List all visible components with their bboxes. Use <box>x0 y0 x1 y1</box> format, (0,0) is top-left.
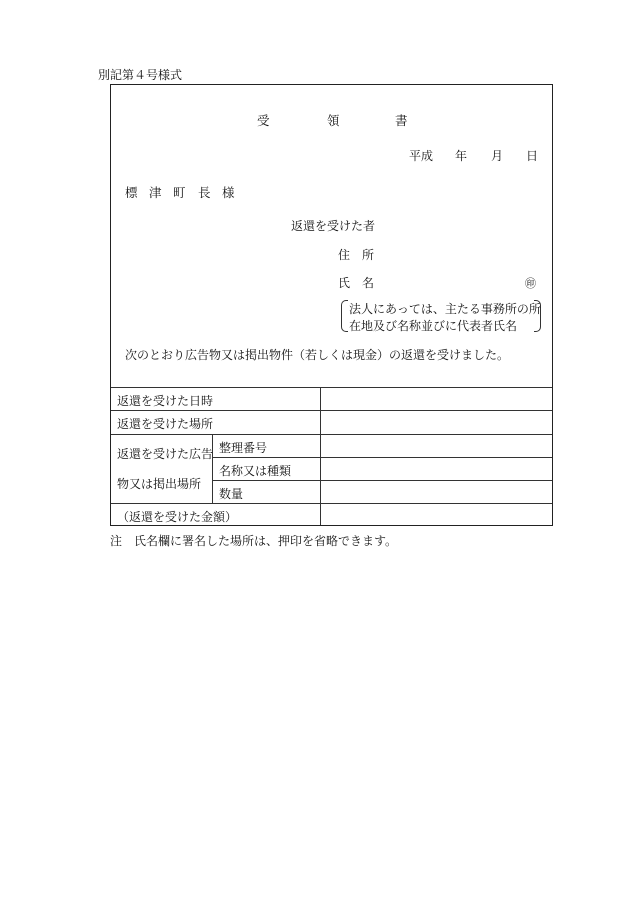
group-label-line1: 返還を受けた広告 <box>117 447 214 461</box>
corporate-note-line2: 在地及び名称並びに代表者氏名 <box>349 319 518 333</box>
table-column-divider <box>320 387 321 525</box>
footnote: 注 氏名欄に署名した場所は、押印を省略できます。 <box>110 534 398 548</box>
address-label-char: 住 <box>338 248 351 262</box>
table-top-rule <box>111 387 552 388</box>
addressee-char: 標 <box>125 185 138 200</box>
name-label-char: 氏 <box>338 276 351 290</box>
statement-text: 次のとおり広告物又は掲出物件（若しくは現金）の返還を受けました。 <box>125 348 510 362</box>
returner-heading: 返還を受けた者 <box>291 219 376 233</box>
addressee-char: 津 <box>149 185 162 200</box>
table-rule <box>212 480 552 481</box>
row-label-amount: （返還を受けた金額） <box>117 510 238 524</box>
date-year: 年 <box>455 149 468 163</box>
receipt-form <box>110 84 553 526</box>
date-era: 平成 <box>409 149 434 163</box>
form-number-label: 別記第４号様式 <box>98 68 183 82</box>
sub-label-quantity: 数量 <box>219 487 244 501</box>
address-label-char: 所 <box>362 248 375 262</box>
table-rule <box>111 503 552 504</box>
addressee-char: 様 <box>222 185 235 200</box>
title-char: 領 <box>327 113 340 128</box>
sub-label-name: 名称又は種類 <box>219 464 292 478</box>
date-day: 日 <box>526 149 539 163</box>
seal-mark-icon: ㊞ <box>525 277 536 290</box>
title-char: 書 <box>395 113 408 128</box>
table-rule <box>111 410 552 411</box>
corporate-note-line1: 法人にあっては、主たる事務所の所 <box>349 302 541 316</box>
title-char: 受 <box>257 113 270 128</box>
name-label-char: 名 <box>362 276 375 290</box>
addressee-char: 町 <box>173 185 186 200</box>
group-label-line2: 物又は掲出場所 <box>117 477 202 491</box>
table-rule <box>111 434 552 435</box>
sub-label-number: 整理番号 <box>219 441 268 455</box>
date-month: 月 <box>491 149 504 163</box>
addressee-char: 長 <box>198 185 211 200</box>
table-rule <box>212 457 552 458</box>
row-label-place: 返還を受けた場所 <box>117 417 214 431</box>
row-label-datetime: 返還を受けた日時 <box>117 394 214 408</box>
left-bracket <box>341 300 348 332</box>
